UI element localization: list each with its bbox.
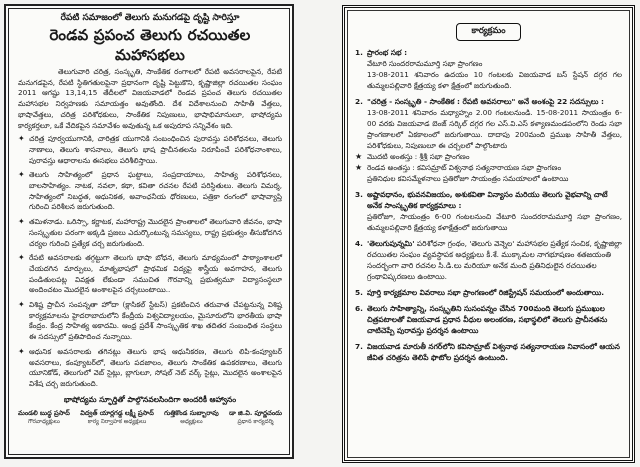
item-title: 'తెలుగుపున్నమి' (367, 239, 415, 248)
item-title: అష్టావధానం, భువనవిజయం, అశుకవితా విన్యాసం మరియు తెలుగు వైభవాన్ని చాటే అనేక సాంస్కృతిక కార్యక్రమాలు : (367, 190, 608, 210)
list-item: ✦ చరిత్ర పూర్వయుగానికి, చారిత్రక యుగానికి సంబంధించిన పురావస్తు పరిశోధనలు, తెలుగు నాణాలు, తెలుగు శాసనాలు, తెలుగు భాష ప్రాచీనతలను నిరూపించే పరిశోధనాంశాలు, పురావస్తు ఆధారాలను ఈసభలు పరిశీలిస్తాయి. (18, 134, 282, 165)
program-item-3: 3. అష్టావధానం, భువనవిజయం, అశుకవితా విన్యాసం మరియు తెలుగు వైభవాన్ని చాటే అనేక సాంస్కృతిక కార్యక్రమాలు : ప్రతిరోజూ, సాయంత్రం 6-00 గంటలనుంచి వేటూరి సుందరరామమూర్తి సభా ప్రాంగణం, తుమ్మలపల్లివారి క్షేత్రయ్య కళాక్షేత్రంలో జరుగుతాయి (355, 190, 622, 232)
list-item: ✦ తమిళనాడు. ఒరిస్సా, కర్ణాటక, మహారాష్ట్ర మొదలైన ప్రాంతాలలో తెలుగువారి జీవనం, భాషా సంస్కృతుల పరంగా అక్కడి ప్రజలు ఎదుర్కొంటున్న సమస్యలు, రాష్ట్ర ప్రభుత్వం తీసుకోదగిన చర్యల గురించి ప్రత్యేక చర్చ జరుగుతుంది. (18, 217, 282, 248)
page-title: రెండవ ప్రపంచ తెలుగు రచయితల మహాసభలు (49, 26, 251, 64)
topics-list (18, 134, 282, 389)
program-heading: కార్యక్రమం (355, 18, 622, 41)
item-title: ప్రారంభ సభ : (367, 48, 408, 57)
signatory-role: గౌరవాధ్యక్షులు (28, 418, 60, 425)
diamond-bullet-icon: ✦ (18, 217, 25, 227)
signatory-role: ప్రధాన కార్యదర్శి (237, 418, 274, 425)
program-panel (342, 5, 635, 463)
signatory (80, 408, 154, 427)
diamond-bullet-icon: ✦ (18, 253, 25, 263)
list-item: ✦ విశిష్ట ప్రాచీన సంపన్నతా హోదా (క్లాసికల్ స్టేటస్) ప్రకటించిన తరువాత చేపట్టనున్న విశిష్ట కార్యక్రమాలను హైదరాబాదులోని కేంద్రీయ విశ్వవిద్యాలయం, మైసూరులోని భారతీయ భాషా కేంద్రం. కేంద్ర సాహిత్య అకాదమి. ఆంధ్ర ప్రదేశ్ సాంస్కృతిక శాఖ తదితర సంబంధిత సంస్థలు ఈ సదస్సులో ప్రతిపాదించ నున్నాయి. (18, 300, 282, 342)
signatory (18, 408, 70, 427)
signatory-name: మండలి బుద్ధ ప్రసాద్ (18, 408, 70, 417)
intro-paragraph: తెలుగువారి చరిత్ర, సంస్కృతి, సాంకేతిక రంగాలలో రేపటి అవసరాలపైన, రేపటి మనుగడపైన, రేపటి స్థితిగతులపైనా ప్రధానంగా దృష్టి పెట్టుకొని, కృష్ణాజిల్లా రచయితల సంఘం 2011 ఆగష్టు 13,14,15 తేదీలలో విజయవాడలో రెండవ ప్రపంచ తెలుగు రచయితల మహాసభల నిర్వహణకు సమాయత్తం అవుతోంది. దేశ విదేశాలనుంచి సాహితీ వేత్తలు, భాషావేత్తలు, చరిత్ర పరిశోధకులు, సాంకేతిక నిపుణులు, భాషాభిమానులూ, భాషోద్యమ కార్యకర్తలూ, ఒకే వేదికపైన సమావేశం అవుతున్న ఒక అపురూప సన్నివేశం ఇది. (18, 67, 282, 130)
signatory-role: అధ్యక్షులు (180, 418, 203, 425)
program-item-7: 7. విజయవాడ మారుతీ నగర్‌లోని కవిసామ్రాట్ విశ్వనాథ సత్యనారాయణ నివాసంలో ఆయన జీవిత చరిత్రను తెలిపే ఫొటోల ప్రదర్శన ఉంటుంది. (355, 342, 620, 362)
program-item-6: 6. తెలుగు సాహిత్యాన్ని, సంస్కృతిని సుసంపన్నం చేసిన 700మంది తెలుగు ప్రముఖుల చిత్రపటాలతో విజయవాడ ప్రధాన వీధుల అలంకరణ, సభాస్థలిలో తెలుగు ప్రాచీనతను చాటిచెప్పే పురావస్తు ప్రదర్శన ఉంటాయి (355, 304, 608, 335)
list-item: ✦ ఆధునిక అవసరాలకు తగినట్లు తెలుగు భాష ఆధునీకరణ, తెలుగు లిపి-కంప్యూటర్ అవసరాలు, కంప్యూటర్‌లో, తెలుగు పదజాలం, తెలుగు సాంకేతిక ఉపకరణాలు, తెలుగు యూనికోడ్, తెలుగులో వెబ్ సైట్లు, బ్లాగులూ, సోషల్ నెట్ వర్క్ సైట్లు, మొదలైన అంశాలపైన విశేష చర్చ జరుగుతుంది. (18, 346, 282, 388)
list-item: ★ రెండవ అంతస్తు : కవిసమ్రాట్ విశ్వనాథ సత్యనారాయణ సభా ప్రాంగణం (355, 163, 562, 172)
diamond-bullet-icon: ✦ (18, 170, 25, 180)
signatory (164, 408, 219, 427)
venue-list (355, 151, 622, 173)
list-item: ✦ రేపటి అవసరాలకు తగ్గట్టుగా తెలుగు భాషా బోధన, తెలుగు మాధ్యమంలో పాఠ్యాంశాలలో చేయదగిన మార్పులు, మాతృభాషలో ప్రాథమిక విద్యపై శాస్త్రీయ అవగాహన, తెలుగు పండితులపట్ల వివక్షత లేకుండా సముచిత గౌరవాన్ని ప్రభుత్వమూ విద్యాసంస్థలూ అందించటం మొదలైన అంశాలపైన చర్చలుంటాయి.. (18, 253, 282, 295)
program-item-1: 1. ప్రారంభ సభ : వేటూరి సుందరరామమూర్తి సభా ప్రాంగణం 13-08-2011 శనివారం ఉదయం 10 గంటలకు విజయవాడ బస్ స్టేషన్ దగ్గర గల తుమ్మలపల్లివారి క్షేత్రయ్య కళా క్షేత్రంలో జరుగుతుంది. (355, 48, 622, 90)
item-title: "చరిత్ర - సంస్కృతి - సాంకేతిక : రేపటి అవసరాలు" అనే అంశంపై 22 సదస్సులు : (367, 97, 604, 106)
diamond-bullet-icon: ✦ (18, 300, 25, 310)
list-item: ✦ తెలుగు సాహిత్యంలో ప్రధాన ఘట్టాలు, సంప్రదాయాలు, సాహిత్య పరిశోధనలు, బాలసాహిత్యం. నాటక, నవలా, కథా, కవితా రచనల రేపటి పరిస్థితులు. తెలుగు విమర్శ, సాహిత్యంలో నిబద్ధత, ఆధునికత, అవాంఛనీయ ధోరణులు, పత్రికా రంగంలో భాషావ్యాప్తి గురించి పరిశీలన జరుగుతుంది. (18, 170, 282, 212)
list-item: ★ మొదటి అంతస్తు : శ్రీశ్రీ సభా ప్రాంగణం (355, 152, 470, 161)
subtitle: రేపటి సమాజంలో తెలుగు మనుగడపై దృష్టి సారిస్తూ (60, 13, 240, 23)
signatory-name: డా జి.వి. పూర్ణచందు (229, 408, 282, 417)
program-item-5: 5. పూర్తి కార్యక్రమాల వివరాలు సభా ప్రాంగణంలో రిజిస్ట్రేషన్ సమయంలో అందుతాయి. (355, 288, 605, 297)
signatory-role: కార్య నిర్వాహక అధ్యక్షులు (87, 418, 147, 425)
program-item-2: 2. "చరిత్ర - సంస్కృతి - సాంకేతిక : రేపటి అవసరాలు" అనే అంశంపై 22 సదస్సులు : 13-08-2011 శనివారం మధ్యాహ్నం 2.00 గంటలనుండి. 15-08-2011 సాయంత్రం 6-00 వరకు విజయవాడ బెంజ్ సర్కిల్ దగ్గర గల ఎస్.వి.ఎస్ కళ్యాణమండపంలోని రెండు సభా ప్రాంగణాలలో ఏకకాలంలో జరుగుతాయి. దాదాపు 200మంది ప్రముఖ సాహితీ వేత్తలు, పరిశోధకులు, నిపుణులూ ఈ చర్చలలో పాల్గొంటారు ★ మొదటి అంతస్తు : శ్రీశ్రీ సభా ప్రాంగణం ★ రెండవ అంతస్తు : కవిసమ్రాట్ విశ్వనాథ సత్యనారాయణ సభా ప్రాంగణం ప్రతినిధుల కవిసమ్మేళనాలు ప్రతిరోజూ సాయంత్రం సమయాలలో ఉంటాయి (355, 97, 622, 183)
program-item-4: 4. 'తెలుగుపున్నమి' పరిశోధనా గ్రంథం, 'తెలుగు వెన్నెల' మహాసభల ప్రత్యేక సంచిక, కృష్ణాజిల్లా రచయితల సంఘం వ్యవస్థాపక అధ్యక్షులు కీ.శే. ముక్కామల నాగభూషణం శతజయంతి సందర్భంగా వారి రచనల సి.డి.లు మరియూ అనేక మంది ప్రతినిధులైన రచయితల గ్రంథావిష్కరణలు ఉంటాయి. (355, 239, 622, 281)
invitation-panel (4, 4, 294, 459)
signatory (229, 408, 282, 427)
invitation-line: భాషోద్యమ స్ఫూర్తితో పాల్గొనవలసిందిగా అందరికీ ఆహ్వానం (63, 394, 237, 404)
diamond-bullet-icon: ✦ (18, 134, 25, 144)
star-icon: ★ (355, 163, 363, 172)
signatories (18, 408, 282, 427)
star-icon: ★ (355, 152, 363, 161)
diamond-bullet-icon: ✦ (18, 346, 25, 356)
signatory-name: గుత్తికొండ సుబ్బారావు (164, 408, 219, 417)
signatory-name: విద్వత్ యార్లగడ్డ లక్ష్మీ ప్రసాద్ (80, 408, 154, 417)
